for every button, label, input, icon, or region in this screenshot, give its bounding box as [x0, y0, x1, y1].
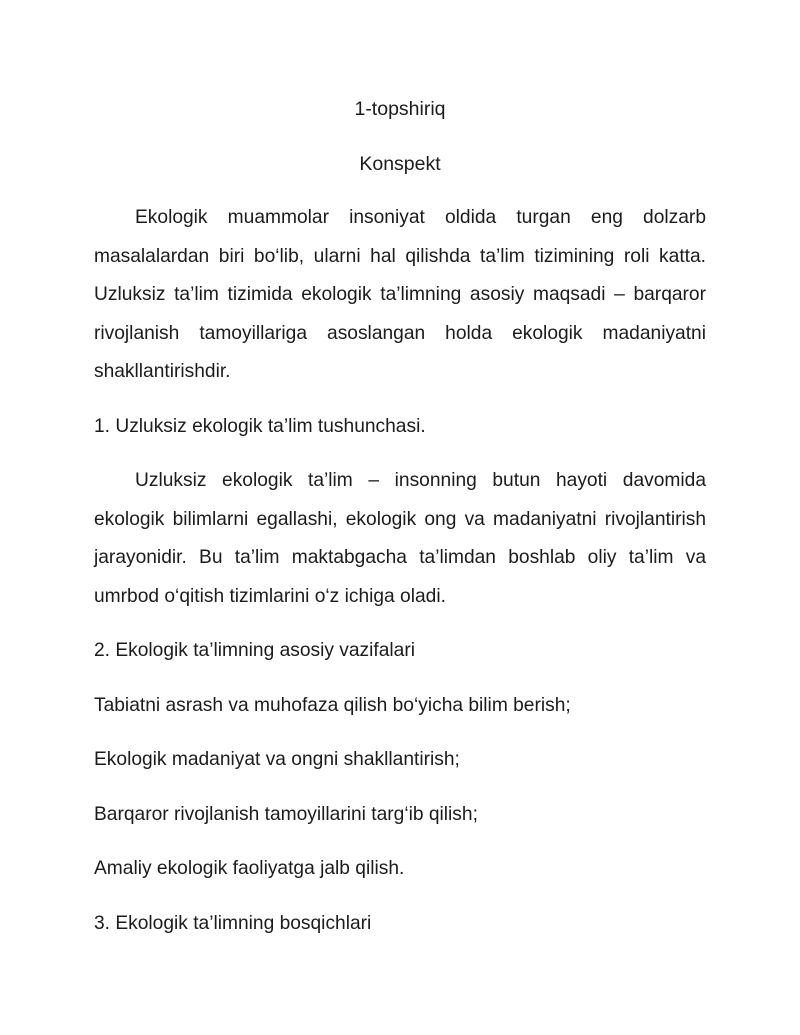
section-1-paragraph: Uzluksiz ekologik ta’lim – insonning butun hayoti davomida ekologik bilimlarni egallashi, ekologik ong va madaniyatni rivojlantirish jarayonidir. Bu ta’lim maktabgacha ta’limdan boshlab oliy ta’lim va umrbod o‘qitish tizimlarini o‘z ichiga oladi.	[94, 470, 706, 607]
section-1-heading: 1. Uzluksiz ekologik ta’lim tushunchasi.	[94, 415, 426, 437]
document-content	[94, 90, 706, 943]
task-item: Amaliy ekologik faoliyatga jalb qilish.	[94, 858, 405, 879]
document-title: 1-topshiriq	[354, 98, 446, 120]
intro-paragraph: Ekologik muammolar insoniyat oldida turgan eng dolzarb masalalardan biri bo‘lib, ularni hal qilishda ta’lim tizimining roli katta. Uzluksiz ta’lim tizimida ekologik ta’limning asosiy maqsadi – barqaror rivojlanish tamoyillariga asoslangan holda ekologik madaniyatni shakllantirishdir.	[94, 207, 706, 382]
task-item: Tabiatni asrash va muhofaza qilish bo‘yicha bilim berish;	[94, 694, 571, 716]
document-subtitle: Konspekt	[359, 152, 441, 175]
task-item: Barqaror rivojlanish tamoyillarini targ‘ib qilish;	[94, 803, 478, 825]
section-2-heading: 2. Ekologik ta’limning asosiy vazifalari	[94, 640, 415, 661]
task-item: Ekologik madaniyat va ongni shakllantirish;	[94, 749, 460, 770]
section-3-heading: 3. Ekologik ta’limning bosqichlari	[94, 912, 372, 934]
